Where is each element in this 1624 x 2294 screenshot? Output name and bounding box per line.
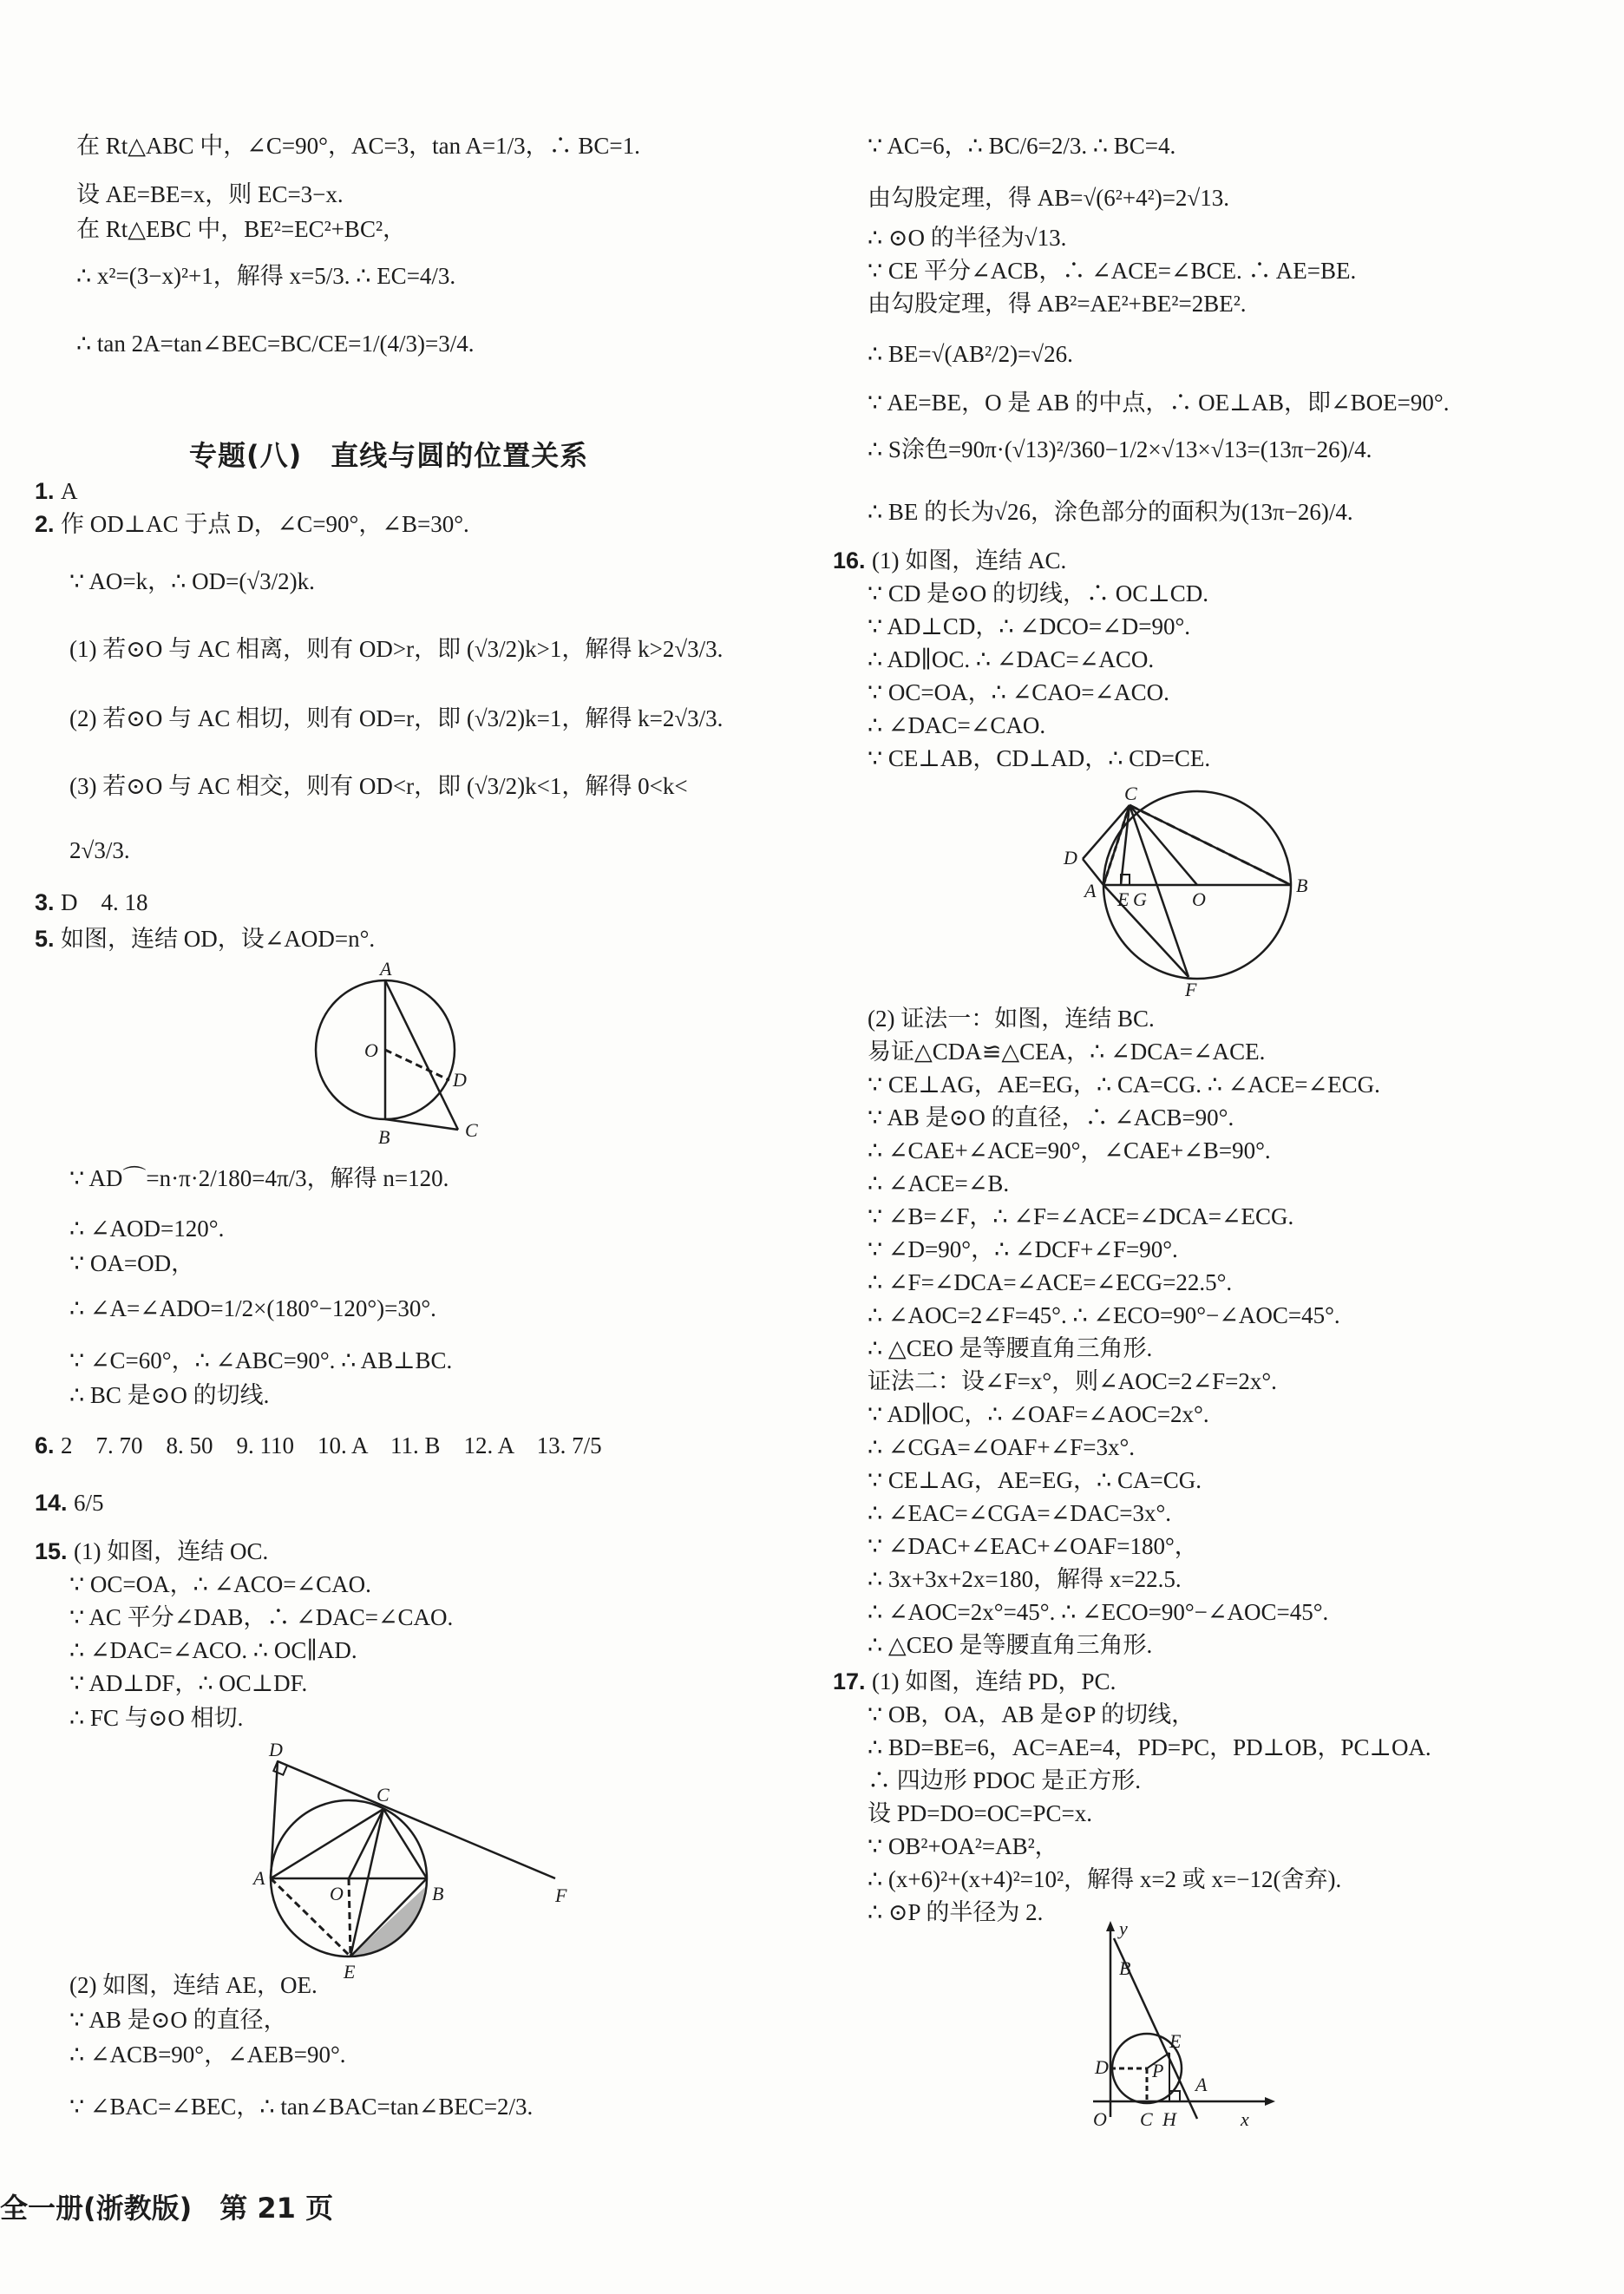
answer-text: ∴ ∠A=∠ADO=1/2×(180°−120°)=30°. bbox=[69, 1295, 436, 1321]
answer-text: ∵ AD⌒=n·π·2/180=4π/3，解得 n=120. bbox=[69, 1165, 449, 1191]
answer-text: ∵ AB 是⊙O 的直径，∴ ∠ACB=90°. bbox=[868, 1104, 1234, 1131]
answer-line bbox=[69, 1345, 452, 1376]
text-line: 在 Rt△EBC 中，BE²=EC²+BC²， bbox=[76, 216, 407, 242]
answer-text: ∵ OB，OA，AB 是⊙P 的切线， bbox=[868, 1701, 1195, 1727]
answer-text: ∴ BD=BE=6，AC=AE=4，PD=PC，PD⊥OB，PC⊥OA. bbox=[868, 1734, 1431, 1760]
answer-text: (3) 若⊙O 与 AC 相交，则有 OD<r，即 (√3/2)k<1，解得 0<k< bbox=[69, 773, 688, 799]
answer-text: ∴ 3x+3x+2x=180，解得 x=22.5. bbox=[868, 1566, 1182, 1592]
answer-line bbox=[35, 1487, 104, 1518]
answer-line bbox=[69, 1635, 357, 1666]
answer-line bbox=[868, 1102, 1234, 1133]
answer-text: ∴ ∠EAC=∠CGA=∠DAC=3x°. bbox=[868, 1500, 1172, 1526]
answer-line bbox=[35, 923, 375, 954]
answer-text: ∵ AC=6，∴ BC/6=2/3. ∴ BC=4. bbox=[868, 133, 1176, 159]
answer-text: 作 OD⊥AC 于点 D，∠C=90°，∠B=30°. bbox=[61, 511, 469, 537]
text-line: 在 Rt△ABC 中，∠C=90°，AC=3，tan A=1/3，∴ BC=1. bbox=[76, 133, 640, 159]
answer-text: (2) 若⊙O 与 AC 相切，则有 OD=r，即 (√3/2)k=1，解得 k=2√3/3. bbox=[69, 705, 724, 731]
answer-line bbox=[868, 1897, 1043, 1928]
answer-text: ∴ BE 的长为√26，涂色部分的面积为(13π−26)/4. bbox=[868, 499, 1353, 525]
answer-text: ∴ ⊙P 的半径为 2. bbox=[868, 1899, 1044, 1925]
answer-line bbox=[868, 1765, 1141, 1796]
fig5-label: D bbox=[453, 1069, 467, 1091]
text-line: 设 AE=BE=x，则 EC=3−x. bbox=[76, 181, 344, 207]
answer-text: ∴ 四边形 PDOC 是正方形. bbox=[868, 1767, 1142, 1793]
answer-line bbox=[868, 1201, 1293, 1232]
question-number: 17. bbox=[833, 1668, 873, 1694]
answer-line bbox=[868, 1465, 1202, 1496]
answer-line bbox=[868, 1036, 1265, 1067]
answer-line bbox=[69, 703, 723, 734]
fig16-label: F bbox=[1185, 979, 1197, 1000]
answer-text: ∴ ∠AOC=2∠F=45°. ∴ ∠ECO=90°−∠AOC=45°. bbox=[868, 1302, 1340, 1328]
answer-line bbox=[868, 1069, 1380, 1100]
answer-line bbox=[868, 1732, 1431, 1763]
answer-text: ∵ OC=OA，∴ ∠ACO=∠CAO. bbox=[69, 1571, 371, 1597]
answer-text: (1) 如图，连结 OC. bbox=[74, 1538, 269, 1564]
answer-line bbox=[868, 1699, 1195, 1730]
answer-text: ∵ AD⊥CD，∴ ∠DCO=∠D=90°. bbox=[868, 613, 1191, 639]
answer-line bbox=[69, 1248, 194, 1279]
answer-line bbox=[35, 1536, 268, 1567]
answer-line bbox=[868, 387, 1449, 418]
fig15-label: F bbox=[555, 1884, 567, 1906]
answer-text: ∵ OA=OD， bbox=[69, 1250, 195, 1276]
fig16-label: A bbox=[1084, 880, 1097, 901]
answer-text: (1) 若⊙O 与 AC 相离，则有 OD>r，即 (√3/2)k>1，解得 k>2√3/3. bbox=[69, 636, 724, 662]
answer-line bbox=[868, 611, 1190, 642]
fig5-label: B bbox=[378, 1126, 390, 1148]
figure-16 bbox=[1058, 783, 1319, 1000]
answer-line bbox=[868, 1168, 1009, 1199]
answer-text: ∴ AD∥OC. ∴ ∠DAC=∠ACO. bbox=[868, 646, 1155, 672]
fig15-label: C bbox=[377, 1784, 390, 1806]
answer-text: ∵ AC 平分∠DAB，∴ ∠DAC=∠CAO. bbox=[69, 1604, 454, 1630]
answer-text: ∴ FC 与⊙O 相切. bbox=[69, 1705, 244, 1731]
answer-text: ∵ CE⊥AG，AE=EG，∴ CA=CG. ∴ ∠ACE=∠ECG. bbox=[868, 1072, 1380, 1098]
fig17-label: y bbox=[1119, 1917, 1128, 1939]
answer-line bbox=[69, 1293, 436, 1324]
answer-text: (1) 如图，连结 AC. bbox=[872, 547, 1067, 574]
fig16-label: E bbox=[1117, 888, 1130, 910]
answer-line bbox=[868, 434, 1372, 465]
answer-line bbox=[868, 288, 1247, 319]
answer-text: ∵ OC=OA，∴ ∠CAO=∠ACO. bbox=[868, 679, 1169, 705]
answer-line bbox=[868, 644, 1154, 675]
answer-text: 证法二：设∠F=x°，则∠AOC=2∠F=2x°. bbox=[868, 1368, 1277, 1394]
fig17-label: E bbox=[1169, 2030, 1182, 2052]
answer-text: ∵ CE⊥AB，CD⊥AD，∴ CD=CE. bbox=[868, 745, 1211, 771]
question-number: 3. bbox=[35, 889, 62, 915]
answer-line bbox=[868, 255, 1356, 286]
fig16-label: O bbox=[1192, 888, 1206, 910]
answer-text: ∵ ∠B=∠F，∴ ∠F=∠ACE=∠DCA=∠ECG. bbox=[868, 1203, 1294, 1229]
answer-text: ∵ ∠C=60°，∴ ∠ABC=90°. ∴ AB⊥BC. bbox=[69, 1347, 453, 1373]
answer-text: (1) 如图，连结 PD，PC. bbox=[872, 1668, 1116, 1694]
fig5-label: A bbox=[380, 958, 392, 980]
text-line: ∴ tan 2A=tan∠BEC=BC/CE=1/(4/3)=3/4. bbox=[76, 331, 475, 357]
answer-text: ∵ AD∥OC，∴ ∠OAF=∠AOC=2x°. bbox=[868, 1401, 1209, 1427]
answer-text: ∴ (x+6)²+(x+4)²=10²，解得 x=2 或 x=−12(舍弃). bbox=[868, 1866, 1342, 1892]
answer-text: 如图，连结 OD，设∠AOD=n°. bbox=[61, 926, 376, 952]
answer-text: ∴ △CEO 是等腰直角三角形. bbox=[868, 1632, 1153, 1658]
answer-line bbox=[868, 578, 1208, 609]
answer-line bbox=[69, 770, 688, 802]
answer-line bbox=[868, 1530, 1198, 1562]
answer-text: ∵ ∠DAC+∠EAC+∠OAF=180°， bbox=[868, 1533, 1198, 1559]
answer-line bbox=[868, 1267, 1232, 1298]
answer-text: ∴ ∠DAC=∠CAO. bbox=[868, 712, 1046, 738]
question-number: 15. bbox=[35, 1538, 75, 1564]
page-footer: 全一册(浙教版) 第 21 页 bbox=[0, 2192, 334, 2225]
answer-line bbox=[868, 1003, 1155, 1034]
answer-line bbox=[69, 1702, 243, 1734]
answer-text: ∴ ∠F=∠DCA=∠ACE=∠ECG=22.5°. bbox=[868, 1269, 1233, 1295]
fig16-label: B bbox=[1296, 875, 1308, 896]
answer-line bbox=[868, 496, 1353, 528]
answer-line bbox=[69, 1569, 371, 1600]
answer-text: ∵ CE⊥AG，AE=EG，∴ CA=CG. bbox=[868, 1467, 1202, 1493]
answer-text: ∴ ⊙O 的半径为√13. bbox=[868, 225, 1067, 251]
answer-text: 易证△CDA≌△CEA，∴ ∠DCA=∠ACE. bbox=[868, 1039, 1266, 1065]
answer-text: 6/5 bbox=[74, 1490, 104, 1516]
answer-line bbox=[868, 1629, 1152, 1661]
answer-line bbox=[35, 475, 78, 507]
answer-text: ∵ AD⊥DF，∴ OC⊥DF. bbox=[69, 1670, 308, 1696]
answer-text: 由勾股定理，得 AB=√(6²+4²)=2√13. bbox=[868, 185, 1229, 211]
text-line: ∴ x²=(3−x)²+1，解得 x=5/3. ∴ EC=4/3. bbox=[76, 263, 456, 289]
answer-text: ∴ ∠AOD=120°. bbox=[69, 1216, 225, 1242]
fig5-label: O bbox=[364, 1039, 378, 1061]
fig17-label: D bbox=[1095, 2056, 1109, 2078]
answer-line bbox=[868, 1135, 1271, 1166]
answer-line bbox=[69, 1668, 307, 1699]
answer-line bbox=[868, 710, 1045, 741]
answer-text: (2) 如图，连结 AE，OE. bbox=[69, 1972, 318, 1998]
figure-5 bbox=[312, 958, 503, 1154]
answer-text: ∴ ∠ACE=∠B. bbox=[868, 1170, 1010, 1196]
answer-line bbox=[868, 1300, 1340, 1331]
answer-line bbox=[868, 1498, 1171, 1529]
answer-line bbox=[833, 1666, 1116, 1697]
answer-line bbox=[69, 566, 315, 597]
question-number: 1. bbox=[35, 478, 62, 504]
answer-text: ∵ AE=BE，O 是 AB 的中点，∴ OE⊥AB，即∠BOE=90°. bbox=[868, 390, 1450, 416]
answer-line bbox=[69, 1970, 318, 2001]
fig17-label: H bbox=[1162, 2108, 1176, 2130]
fig17-label: B bbox=[1119, 1957, 1131, 1979]
answer-line bbox=[868, 1563, 1182, 1595]
answer-line bbox=[868, 677, 1169, 708]
fig16-label: C bbox=[1124, 783, 1137, 804]
fig17-label: P bbox=[1152, 2060, 1164, 2081]
answer-text: ∴ BC 是⊙O 的切线. bbox=[69, 1382, 270, 1408]
answer-line bbox=[868, 1864, 1341, 1895]
answer-line bbox=[868, 1366, 1277, 1397]
answer-text: ∴ △CEO 是等腰直角三角形. bbox=[868, 1335, 1153, 1361]
fig15-label: D bbox=[269, 1739, 283, 1760]
fig17-label: C bbox=[1140, 2108, 1153, 2130]
answer-text: ∴ ∠AOC=2x°=45°. ∴ ∠ECO=90°−∠AOC=45°. bbox=[868, 1599, 1329, 1625]
question-number: 14. bbox=[35, 1490, 75, 1516]
answer-text: 2√3/3. bbox=[69, 837, 130, 863]
fig17-label: x bbox=[1241, 2108, 1249, 2130]
answer-text: 设 PD=DO=OC=PC=x. bbox=[868, 1800, 1092, 1826]
fig17-label: A bbox=[1195, 2074, 1208, 2095]
answer-line bbox=[868, 743, 1210, 774]
answer-line bbox=[69, 633, 723, 665]
answer-line bbox=[868, 182, 1229, 213]
fig5-label: C bbox=[465, 1119, 478, 1141]
answer-line bbox=[69, 2004, 287, 2035]
answer-text: ∵ ∠BAC=∠BEC，∴ tan∠BAC=tan∠BEC=2/3. bbox=[69, 2094, 534, 2120]
answer-text: ∵ CD 是⊙O 的切线，∴ OC⊥CD. bbox=[868, 580, 1208, 606]
question-number: 16. bbox=[833, 547, 873, 574]
answer-line bbox=[868, 1333, 1152, 1364]
answer-line bbox=[868, 1596, 1328, 1628]
answer-line bbox=[69, 2091, 533, 2122]
fig15-label: O bbox=[330, 1883, 344, 1904]
answer-text: ∴ ∠DAC=∠ACO. ∴ OC∥AD. bbox=[69, 1637, 357, 1663]
answer-line bbox=[868, 1831, 1058, 1862]
answer-text: ∴ BE=√(AB²/2)=√26. bbox=[868, 341, 1073, 367]
answer-line bbox=[868, 1399, 1209, 1430]
fig15-label: A bbox=[253, 1867, 265, 1889]
answer-line bbox=[69, 835, 130, 866]
figure-17 bbox=[1076, 1917, 1284, 2134]
answer-text: A bbox=[61, 478, 78, 504]
fig15-label: E bbox=[344, 1961, 356, 1983]
answer-line bbox=[35, 887, 148, 918]
section-title: 专题(八) 直线与圆的位置关系 bbox=[189, 439, 589, 472]
figure-15 bbox=[252, 1739, 573, 1983]
answer-line bbox=[868, 1432, 1135, 1463]
answer-text: ∵ AB 是⊙O 的直径， bbox=[69, 2007, 287, 2033]
answer-line bbox=[69, 1163, 449, 1194]
answer-line bbox=[868, 338, 1073, 370]
answer-line bbox=[35, 508, 469, 540]
answer-line bbox=[868, 1798, 1092, 1829]
answer-text: (2) 证法一：如图，连结 BC. bbox=[868, 1006, 1155, 1032]
answer-text: ∵ AO=k，∴ OD=(√3/2)k. bbox=[69, 568, 315, 594]
answer-line bbox=[833, 545, 1066, 576]
fig17-label: O bbox=[1093, 2108, 1107, 2130]
answer-text: ∵ ∠D=90°，∴ ∠DCF+∠F=90°. bbox=[868, 1236, 1178, 1262]
answer-text: ∵ OB²+OA²=AB²， bbox=[868, 1833, 1058, 1859]
answer-text: 由勾股定理，得 AB²=AE²+BE²=2BE². bbox=[868, 291, 1247, 317]
fig16-label: G bbox=[1133, 888, 1147, 910]
question-number: 2. bbox=[35, 511, 62, 537]
answer-line bbox=[35, 1430, 602, 1461]
fig16-label: D bbox=[1064, 847, 1077, 868]
answer-text: 2 7. 70 8. 50 9. 110 10. A 11. B 12. A 13. 7/5 bbox=[61, 1432, 602, 1458]
answer-line bbox=[69, 2039, 346, 2070]
answer-line bbox=[69, 1213, 224, 1244]
answer-text: ∴ S涂色=90π·(√13)²/360−1/2×√13×√13=(13π−26)/4. bbox=[868, 436, 1372, 462]
answer-line bbox=[69, 1380, 269, 1411]
answer-text: D 4. 18 bbox=[61, 889, 148, 915]
answer-text: ∴ ∠CGA=∠OAF+∠F=3x°. bbox=[868, 1434, 1136, 1460]
answer-text: ∵ CE 平分∠ACB，∴ ∠ACE=∠BCE. ∴ AE=BE. bbox=[868, 258, 1357, 284]
answer-line bbox=[868, 222, 1066, 253]
answer-line bbox=[69, 1602, 453, 1633]
answer-text: ∴ ∠ACB=90°，∠AEB=90°. bbox=[69, 2042, 346, 2068]
answer-line bbox=[868, 1234, 1178, 1265]
fig15-label: B bbox=[432, 1883, 444, 1904]
question-number: 5. bbox=[35, 926, 62, 952]
answer-line bbox=[868, 130, 1175, 161]
answer-text: ∴ ∠CAE+∠ACE=90°，∠CAE+∠B=90°. bbox=[868, 1137, 1271, 1163]
question-number: 6. bbox=[35, 1432, 62, 1458]
